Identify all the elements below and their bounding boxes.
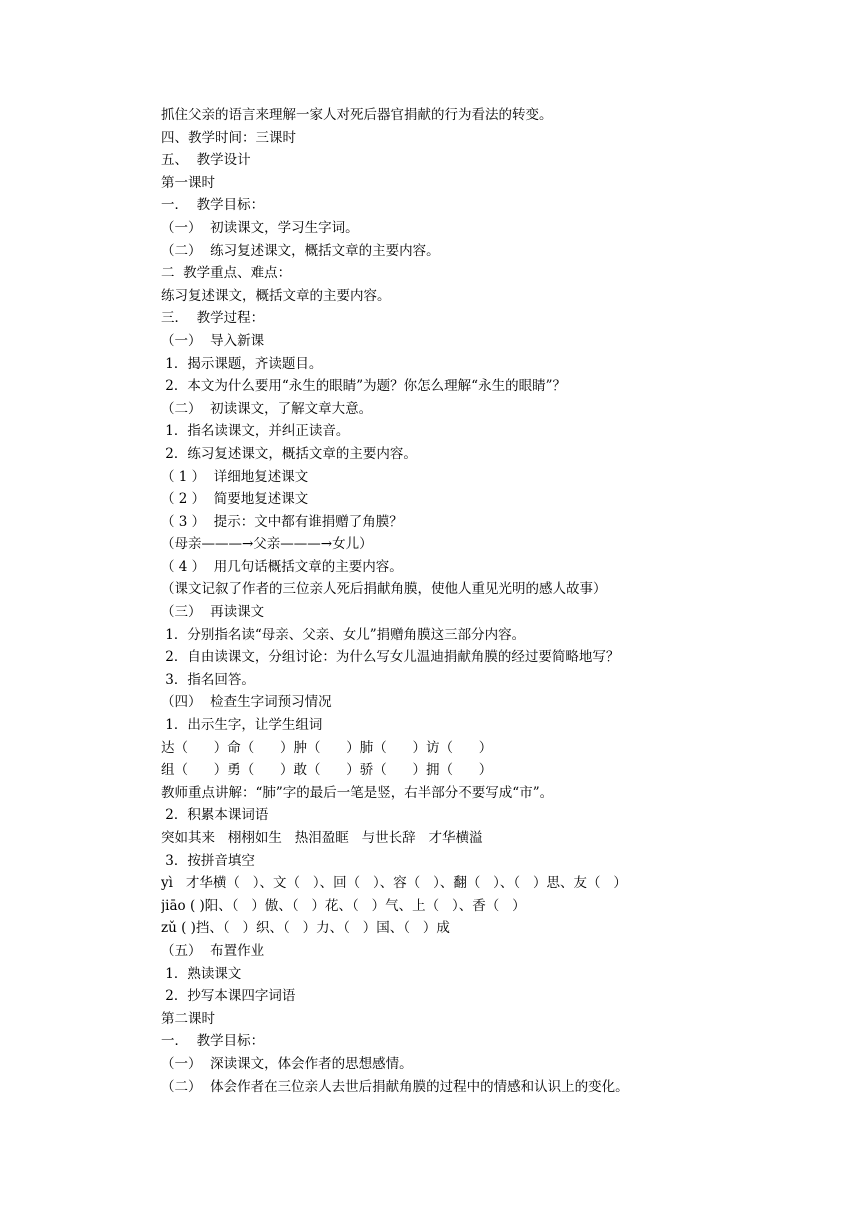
text-line: 抓住父亲的语言来理解一家人对死后器官捐献的行为看法的转变。 <box>161 107 553 123</box>
text-line: （二） 练习复述课文，概括文章的主要内容。 <box>161 242 440 259</box>
text-line: 四、教学时间：三课时 <box>161 129 296 146</box>
text-line: 1．出示生字，让学生组词 <box>161 717 323 734</box>
text-line: yì 才华横（ ）、文（ ）、回（ ）、容（ ）、翻（ ）、（ ）思、友（ ） <box>161 875 627 892</box>
text-line: 1．分别指名读“母亲、父亲、女儿”捐赠角膜这三部分内容。 <box>161 626 526 643</box>
text-line: 突如其来 栩栩如生 热泪盈眶 与世长辞 才华横溢 <box>161 830 483 846</box>
text-line: 2．抄写本课四字词语 <box>161 988 296 1005</box>
text-line: （五） 布置作业 <box>161 942 265 959</box>
text-line: （母亲———→父亲———→女儿） <box>161 536 373 553</box>
text-line: 1．熟读课文 <box>161 965 242 982</box>
text-line: 第一课时 <box>161 174 215 191</box>
text-line: （ 1 ） 详细地复述课文 <box>161 468 309 485</box>
text-line: （三） 再读课文 <box>161 604 265 621</box>
text-line: 一． 教学目标： <box>161 197 265 214</box>
text-line: 3．按拼音填空 <box>161 852 255 869</box>
text-line: 2．积累本课词语 <box>161 807 269 824</box>
text-line: 第二课时 <box>161 1010 215 1027</box>
text-line: （二） 初读课文，了解文章大意。 <box>161 400 373 417</box>
text-line: （ 2 ） 简要地复述课文 <box>161 491 309 508</box>
text-line: 一． 教学目标： <box>161 1033 265 1050</box>
text-line: 达（ ）命（ ）肿（ ）肺（ ）访（ ） <box>161 739 493 756</box>
text-line: （一） 深读课文，体会作者的思想感情。 <box>161 1055 413 1072</box>
text-line: zǔ ( )挡、（ ）织、（ ）力、（ ）国、（ ）成 <box>161 920 450 937</box>
text-line: （一） 导入新课 <box>161 332 265 349</box>
text-line: 2．自由读课文，分组讨论：为什么写女儿温迪捐献角膜的经过要简略地写？ <box>161 649 620 666</box>
text-line: 二 教学重点、难点： <box>161 265 292 282</box>
text-line: 教师重点讲解：“肺”字的最后一笔是竖，右半部分不要写成“市”。 <box>161 784 554 801</box>
text-line: 2．练习复述课文，概括文章的主要内容。 <box>161 445 417 462</box>
text-line: 组（ ）勇（ ）敢（ ）骄（ ）拥（ ） <box>161 762 493 779</box>
text-line: （一） 初读课文，学习生字词。 <box>161 219 359 236</box>
text-line: 练习复述课文，概括文章的主要内容。 <box>161 287 391 304</box>
text-line: 1．指名读课文，并纠正读音。 <box>161 423 350 440</box>
text-line: （课文记叙了作者的三位亲人死后捐献角膜，使他人重见光明的感人故事） <box>161 581 607 598</box>
text-line: 3．指名回答。 <box>161 671 255 688</box>
text-line: （ 3 ） 提示：文中都有谁捐赠了角膜？ <box>161 513 403 530</box>
text-line: jiāo ( )阳、（ ）傲、（ ）花、（ ）气、上（ ）、香（ ） <box>161 897 526 914</box>
text-line: 2．本文为什么要用“永生的眼睛”为题？你怎么理解“永生的眼睛”？ <box>161 378 566 395</box>
text-line: 1．揭示课题，齐读题目。 <box>161 355 323 372</box>
text-line: （四） 检查生字词预习情况 <box>161 694 332 711</box>
text-line: 五、 教学设计 <box>161 152 251 169</box>
text-line: （二） 体会作者在三位亲人去世后捐献角膜的过程中的情感和认识上的变化。 <box>161 1078 629 1095</box>
text-line: 三． 教学过程： <box>161 310 265 327</box>
text-line: （ 4 ） 用几句话概括文章的主要内容。 <box>161 558 403 575</box>
